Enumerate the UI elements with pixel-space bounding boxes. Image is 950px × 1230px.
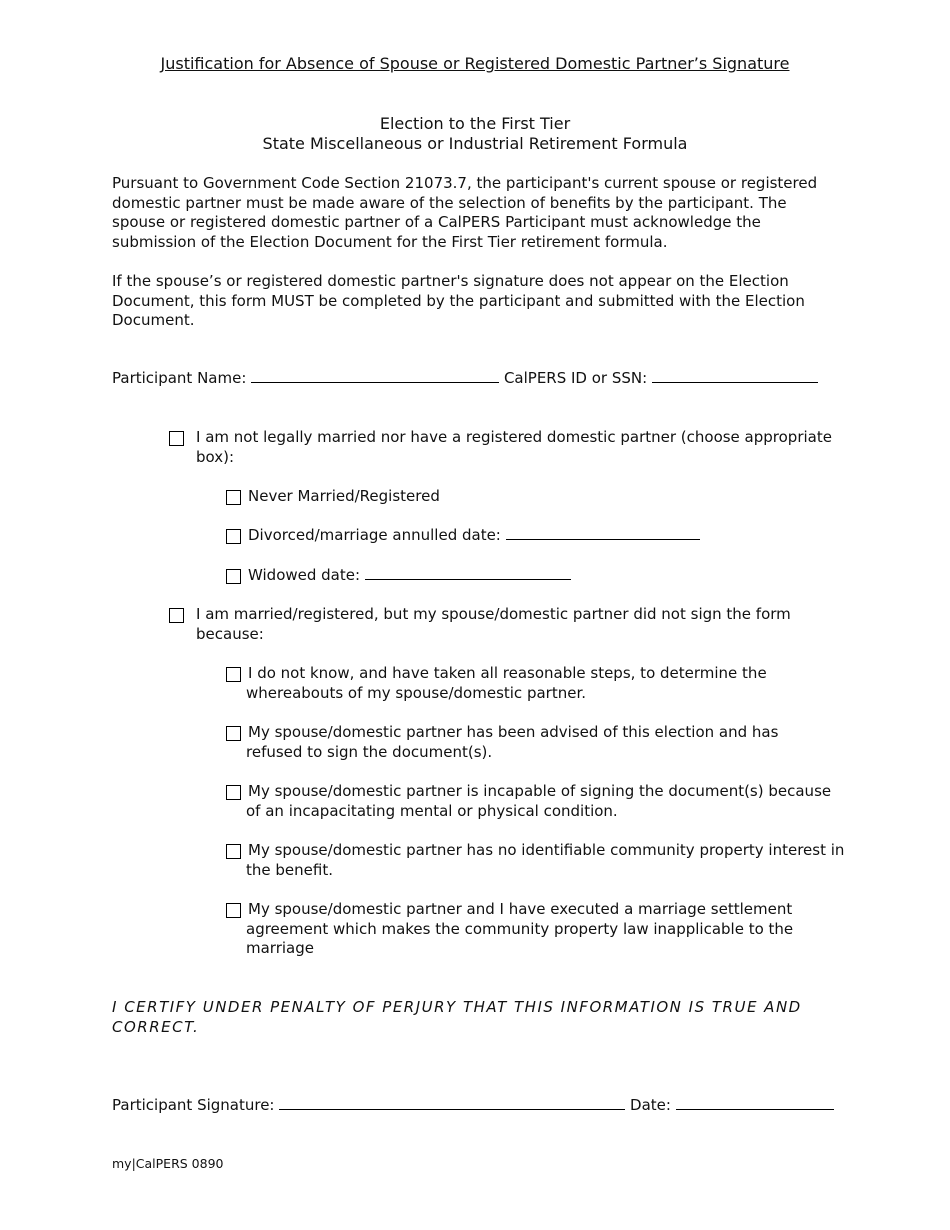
participant-name-row [112, 369, 818, 387]
divorced-checkbox[interactable] [226, 529, 241, 544]
instruction-paragraph: If the spouse’s or registered domestic partner's signature does not appear on the Election Document, this form MUST be completed by the participant and submitted with the Election Document. [112, 272, 805, 329]
married-checkbox[interactable] [169, 608, 184, 623]
subtitle-line-1: Election to the First Tier [379, 114, 571, 133]
reason-unknown-whereabouts-checkbox[interactable] [226, 667, 241, 682]
reason-no-property-label: My spouse/domestic partner has no identifiable community property interest in the benefit. [246, 841, 845, 879]
date-label: Date: [630, 1096, 671, 1114]
divorced-date-field[interactable] [506, 527, 700, 540]
intro-paragraph: Pursuant to Government Code Section 21073.7, the participant's current spouse or registered domestic partner must be made aware of the selection of benefits by the participant. The spouse or registered domestic partner of a CalPERS Participant must acknowledge the submission of the Election Document for the First Tier retirement formula. [112, 174, 818, 251]
never-married-label: Never Married/Registered [248, 487, 440, 505]
reason-settlement-checkbox[interactable] [226, 903, 241, 918]
reason-incapable-checkbox[interactable] [226, 785, 241, 800]
widowed-checkbox[interactable] [226, 569, 241, 584]
form-number: my|CalPERS 0890 [112, 1156, 224, 1171]
participant-name-label: Participant Name: [112, 369, 247, 387]
calpers-id-label: CalPERS ID or SSN: [503, 369, 648, 387]
participant-name-field[interactable] [251, 370, 499, 383]
not-married-checkbox[interactable] [169, 431, 184, 446]
never-married-checkbox[interactable] [226, 490, 241, 505]
signature-date-field[interactable] [676, 1097, 834, 1110]
widowed-date-field[interactable] [365, 567, 571, 580]
subtitle-line-2: State Miscellaneous or Industrial Retirement Formula [262, 134, 688, 153]
reason-settlement-label: My spouse/domestic partner and I have executed a marriage settlement agreement which makes the community property law inapplicable to the marriage [246, 900, 794, 957]
signature-row [112, 1096, 834, 1114]
signature-label: Participant Signature: [112, 1096, 275, 1114]
form-title: Justification for Absence of Spouse or Registered Domestic Partner’s Signature [160, 54, 790, 73]
calpers-id-field[interactable] [652, 370, 818, 383]
divorced-label: Divorced/marriage annulled date: [248, 526, 501, 544]
married-label: I am married/registered, but my spouse/domestic partner did not sign the form because: [196, 605, 791, 643]
not-married-label: I am not legally married nor have a registered domestic partner (choose appropriate box): [196, 428, 832, 466]
divorced-row [248, 526, 700, 546]
widowed-label: Widowed date: [248, 566, 361, 584]
signature-field[interactable] [279, 1097, 625, 1110]
reason-refused-label: My spouse/domestic partner has been advised of this election and has refused to sign the document(s). [246, 723, 779, 761]
reason-unknown-whereabouts-label: I do not know, and have taken all reasonable steps, to determine the whereabouts of my spouse/domestic partner. [246, 664, 767, 702]
widowed-row [248, 566, 571, 586]
perjury-certification: I CERTIFY UNDER PENALTY OF PERJURY THAT THIS INFORMATION IS TRUE AND CORRECT. [112, 998, 802, 1036]
reason-refused-checkbox[interactable] [226, 726, 241, 741]
reason-no-property-checkbox[interactable] [226, 844, 241, 859]
reason-incapable-label: My spouse/domestic partner is incapable of signing the document(s) because of an incapacitating mental or physical condition. [246, 782, 832, 820]
